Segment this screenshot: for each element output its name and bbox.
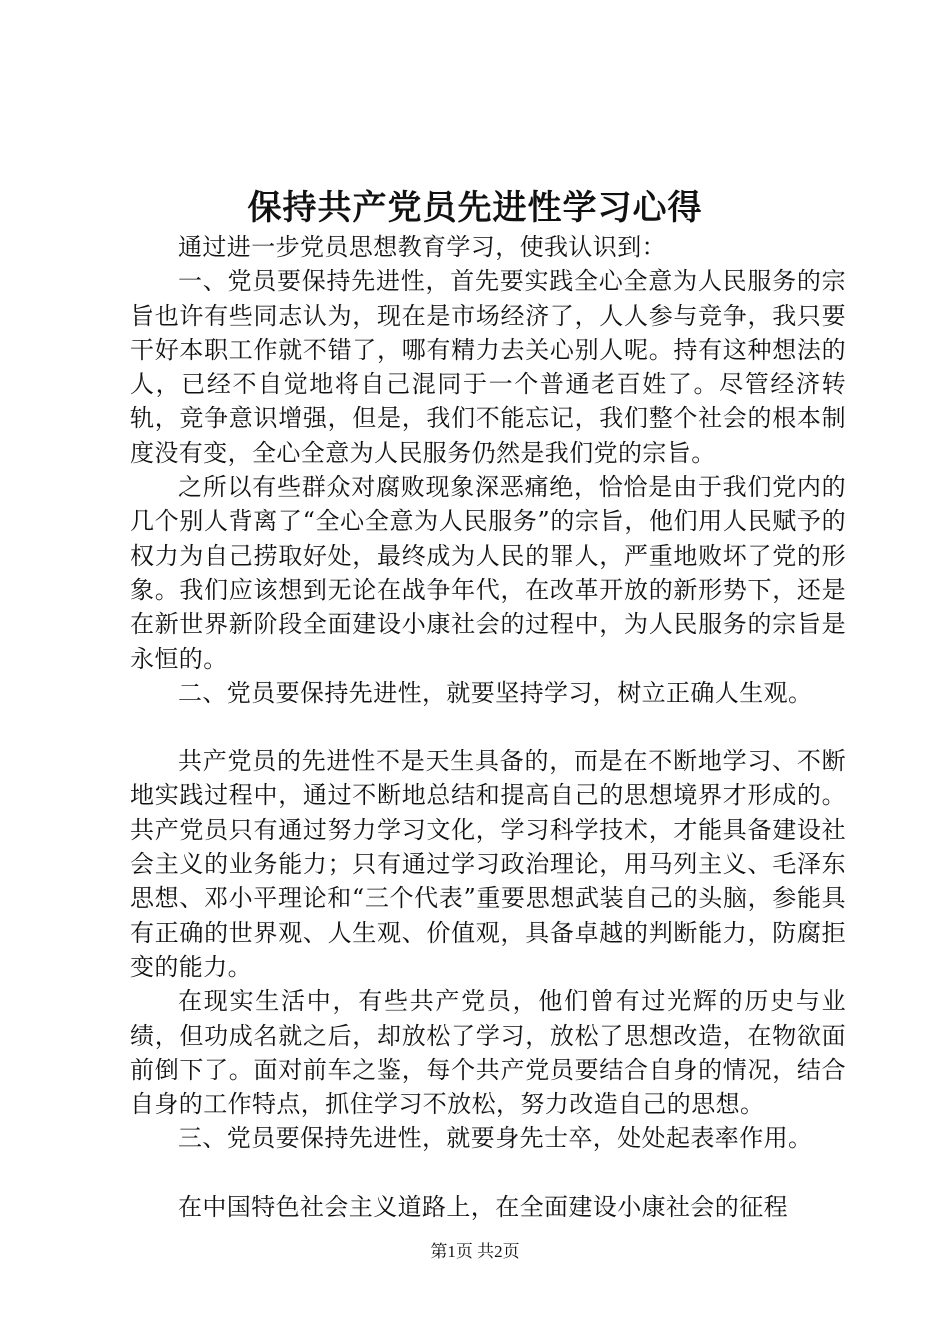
paragraph-intro: 通过进一步党员思想教育学习，使我认识到： [178, 233, 666, 261]
document-body [130, 230, 846, 1224]
paragraph-learning: 共产党员的先进性不是天生具备的，而是在不断地学习、不断地实践过程中，通过不断地总结和提高自己的思想境界才形成的。共产党员只有通过努力学习文化，学习科学技术，才能具备建设社会主义的业务能力；只有通过学习政治理论，用马列主义、毛泽东思想、邓小平理论和“三个代表”重要思想武装自己的头脑，参能具有正确的世界观、人生观、价值观，具备卓越的判断能力，防腐拒变的能力。 [130, 747, 846, 981]
paragraph-socialism: 在中国特色社会主义道路上，在全面建设小康社会的征程 [178, 1192, 788, 1221]
paragraph-point-three-heading: 三、党员要保持先进性，就要身先士卒，处处起表率作用。 [178, 1124, 813, 1153]
page-number-footer: 第1页 共2页 [430, 1242, 520, 1261]
paragraph-corruption: 之所以有些群众对腐败现象深恶痛绝，恰恰是由于我们党内的几个别人背离了“全心全意为人民服务”的宗旨，他们用人民赋予的权力为自己捞取好处，最终成为人民的罪人，严重地败坏了党的形象。我们应该想到无论在战争年代，在改革开放的新形势下，还是在新世界新阶段全面建设小康社会的过程中，为人民服务的宗旨是永恒的。 [130, 473, 846, 673]
paragraph-point-one: 一、党员要保持先进性，首先要实践全心全意为人民服务的宗旨也许有些同志认为，现在是市场经济了，人人参与竞争，我只要干好本职工作就不错了，哪有精力去关心别人呢。持有这种想法的人，已经不自觉地将自己混同于一个普通老百姓了。尽管经济转轨，竞争意识增强，但是，我们不能忘记，我们整个社会的根本制度没有变，全心全意为人民服务仍然是我们党的宗旨。 [130, 267, 846, 467]
document-title: 保持共产党员先进性学习心得 [247, 188, 703, 228]
paragraph-real-life: 在现实生活中，有些共产党员，他们曾有过光辉的历史与业绩，但功成名就之后，却放松了学习，放松了思想改造，在物欲面前倒下了。面对前车之鉴，每个共产党员要结合自身的情况，结合自身的工作特点，抓住学习不放松，努力改造自己的思想。 [130, 987, 846, 1119]
paragraph-point-two-heading: 二、党员要保持先进性，就要坚持学习，树立正确人生观。 [178, 678, 813, 707]
